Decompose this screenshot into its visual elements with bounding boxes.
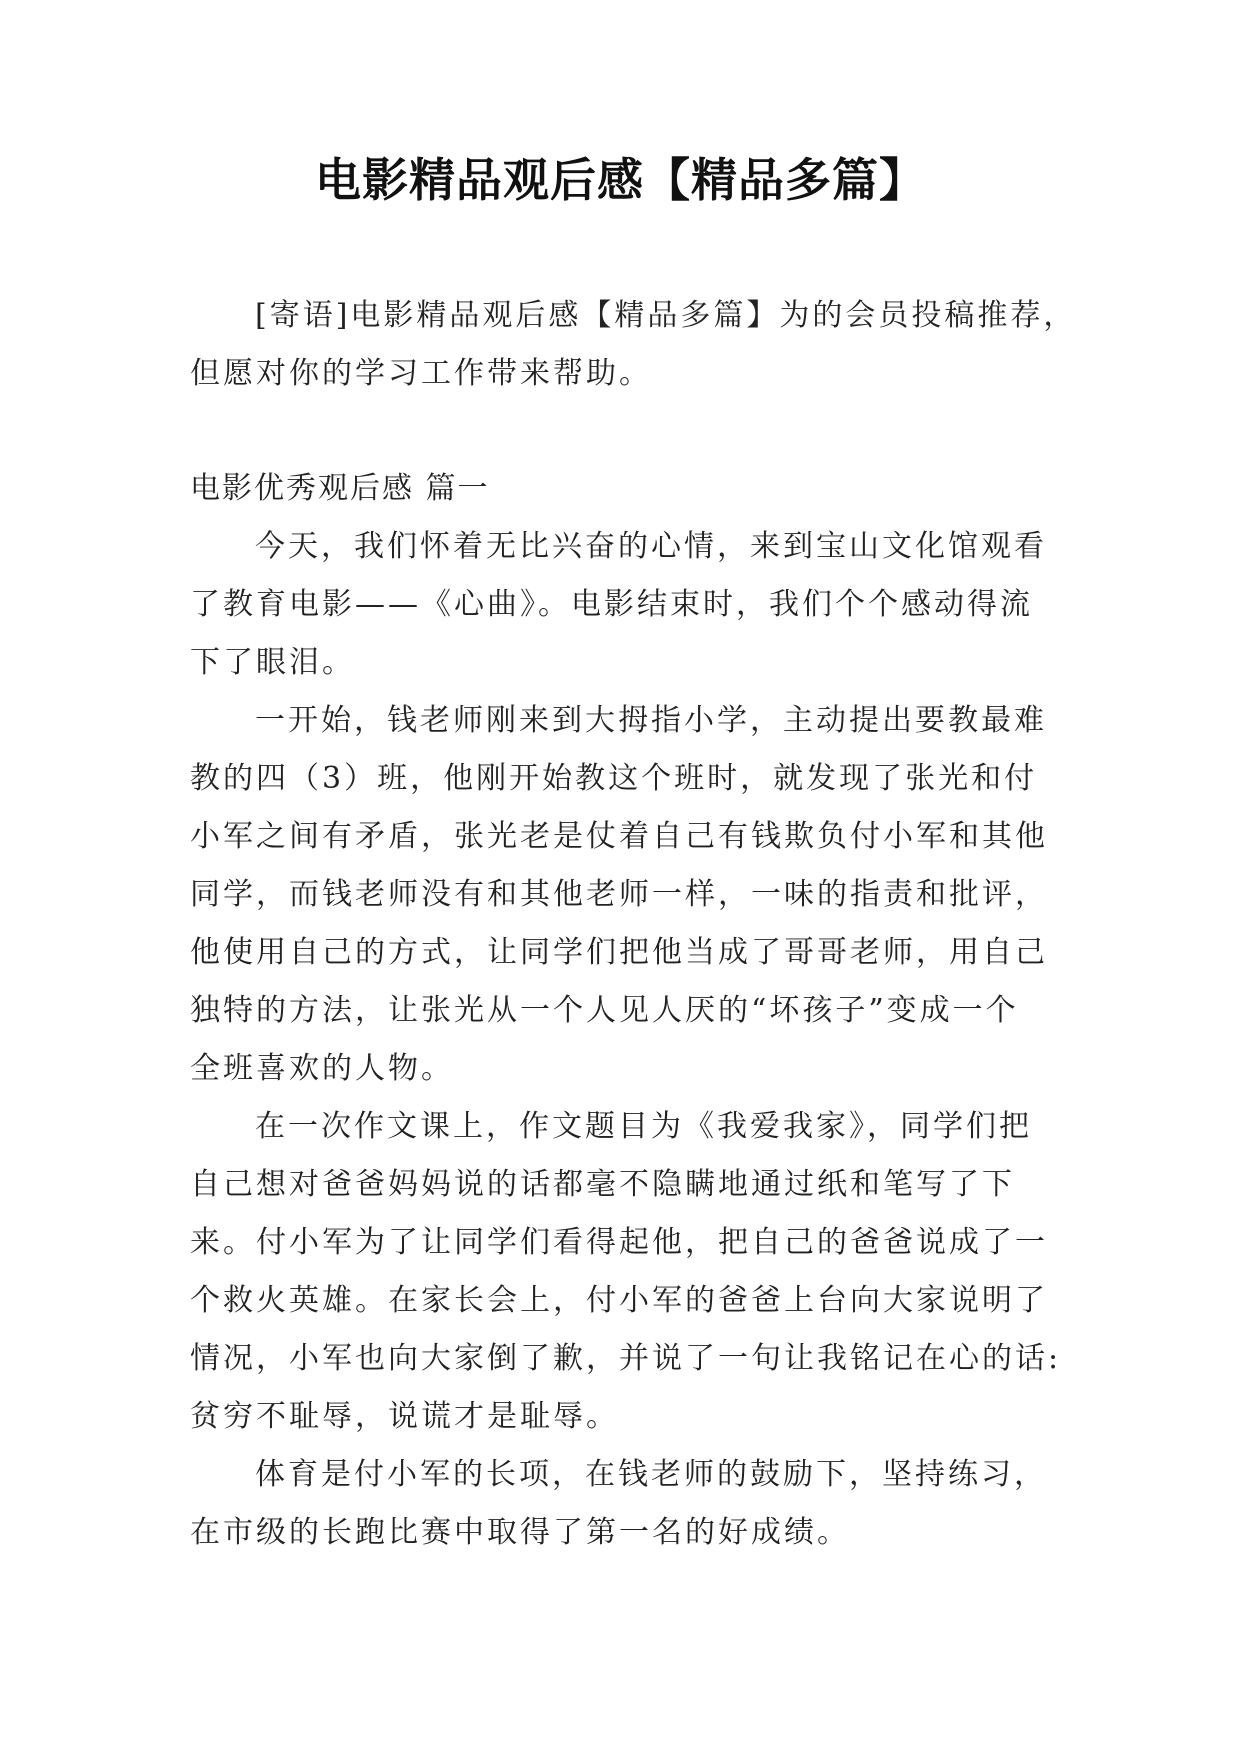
- body-line: 在一次作文课上，作文题目为《我爱我家》，同学们把: [255, 1109, 1032, 1144]
- intro-line: 但愿对你的学习工作带来帮助。: [190, 356, 652, 391]
- body-line: 体育是付小军的长项，在钱老师的鼓励下，坚持练习，: [255, 1457, 1047, 1492]
- body-line: 个救火英雄。在家长会上，付小军的爸爸上台向大家说明了: [190, 1283, 1048, 1318]
- body-line: 同学，而钱老师没有和其他老师一样，一味的指责和批评，: [190, 877, 1048, 912]
- section-heading: 电影优秀观后感 篇一: [190, 471, 490, 506]
- intro-line: [寄语]电影精品观后感【精品多篇】为的会员投稿推荐，: [255, 298, 1077, 333]
- body-line: 教的四（3）班，他刚开始教这个班时，就发现了张光和付: [190, 761, 1038, 796]
- body-line: 独特的方法，让张光从一个人见人厌的“坏孩子”变成一个: [190, 993, 1019, 1028]
- body-line: 情况，小军也向大家倒了歉，并说了一句让我铭记在心的话:: [190, 1341, 1062, 1376]
- body-line: 自己想对爸爸妈妈说的话都毫不隐瞒地通过纸和笔写了下: [190, 1167, 1015, 1202]
- body-line: 一开始，钱老师刚来到大拇指小学，主动提出要教最难: [255, 703, 1047, 738]
- body-line: 今天，我们怀着无比兴奋的心情，来到宝山文化馆观看: [255, 529, 1047, 564]
- body-line: 小军之间有矛盾，张光老是仗着自己有钱欺负付小军和其他: [190, 819, 1048, 854]
- body-line: 来。付小军为了让同学们看得起他，把自己的爸爸说成了一: [190, 1225, 1048, 1260]
- document-title: 电影精品观后感【精品多篇】: [315, 153, 926, 207]
- body-line: 下了眼泪。: [190, 645, 355, 680]
- body-line: 在市级的长跑比赛中取得了第一名的好成绩。: [190, 1515, 850, 1550]
- body-line: 贫穷不耻辱，说谎才是耻辱。: [190, 1399, 619, 1434]
- body-line: 了教育电影——《心曲》。电影结束时，我们个个感动得流: [190, 587, 1033, 622]
- body-line: 全班喜欢的人物。: [190, 1051, 454, 1086]
- body-line: 他使用自己的方式，让同学们把他当成了哥哥老师，用自己: [190, 935, 1048, 970]
